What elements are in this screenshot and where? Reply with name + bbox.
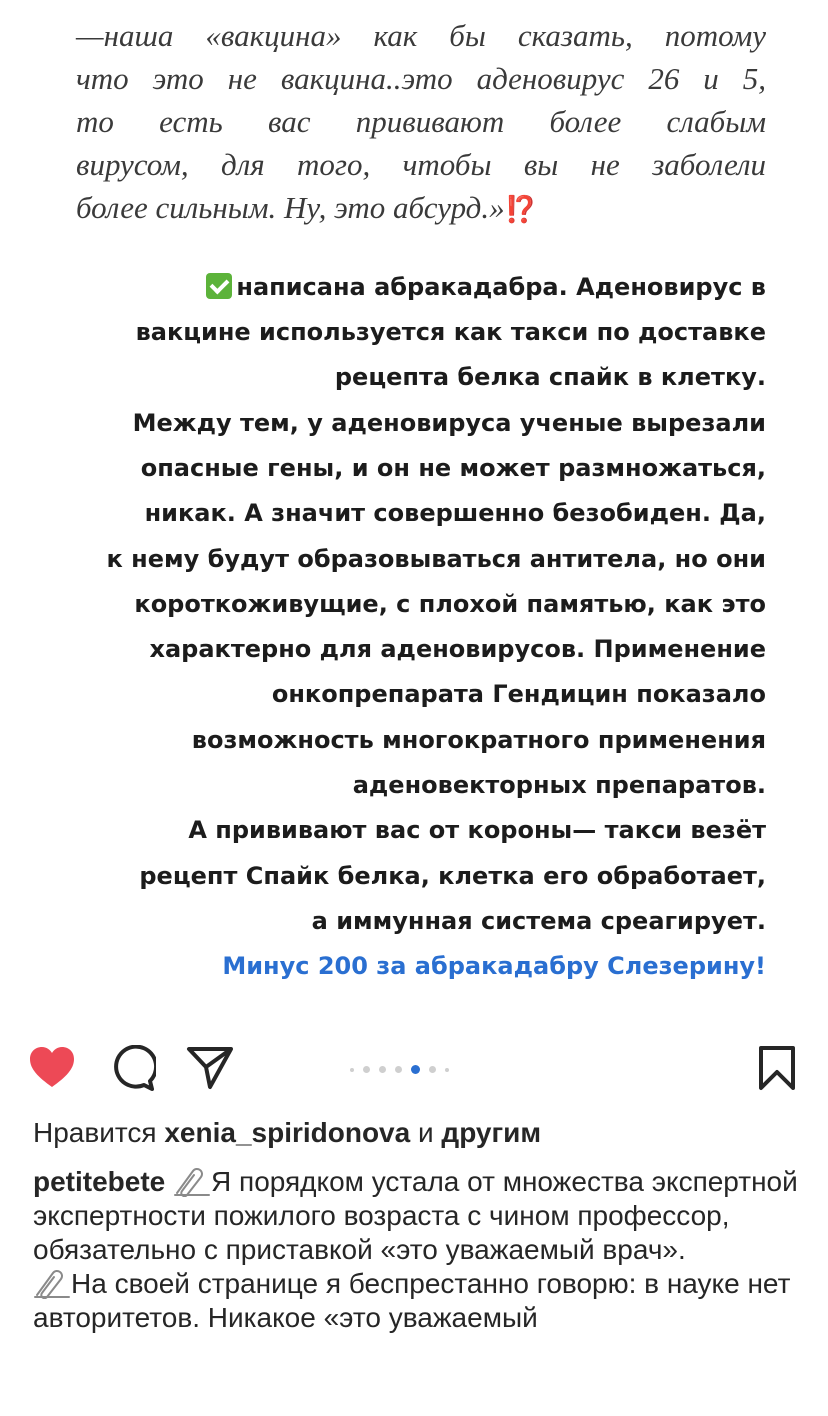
quote-line bbox=[76, 14, 766, 57]
answer-line: онкопрепарата Гендицин показало bbox=[271, 680, 766, 709]
answer-line: вакцине используется как такси по доставке bbox=[135, 318, 766, 346]
save-button[interactable] bbox=[758, 1045, 796, 1096]
comment-icon bbox=[110, 1045, 156, 1091]
check-mark-icon bbox=[206, 273, 232, 299]
answer-line: к нему будут образовываться антитела, но они bbox=[106, 544, 766, 573]
quote-line-text: более сильным. Ну, это абсурд.» bbox=[76, 190, 505, 225]
answer-line bbox=[206, 265, 766, 310]
heart-filled-icon bbox=[28, 1045, 76, 1089]
answer-line-text: написана абракадабра. Аденовирус в bbox=[236, 273, 766, 301]
post-caption bbox=[33, 1165, 803, 1335]
paperclip-icon bbox=[33, 1269, 71, 1299]
answer-line: Между тем, у аденовируса ученые вырезали bbox=[132, 408, 766, 437]
carousel-dot bbox=[379, 1066, 386, 1073]
quote-line bbox=[76, 100, 766, 143]
carousel-indicator bbox=[350, 1065, 449, 1074]
quote-line-text: —наша «вакцина» как бы сказать, потому bbox=[76, 18, 766, 53]
action-bar bbox=[0, 1035, 828, 1105]
likes-prefix: Нравится bbox=[33, 1117, 165, 1148]
answer-line: короткоживущие, с плохой памятью, как это bbox=[134, 589, 766, 618]
quote-line bbox=[76, 143, 766, 186]
caption-text-2: На своей странице я беспрестанно говорю: в науке нет авторитетов. Никакое «это уважаемый bbox=[33, 1268, 791, 1333]
quote-line-text: вирусом, для того, чтобы вы не заболели bbox=[76, 147, 766, 182]
caption-paragraph bbox=[33, 1165, 803, 1267]
likes-summary[interactable] bbox=[33, 1115, 803, 1151]
answer-line: возможность многократного применения bbox=[191, 725, 766, 754]
quote-line bbox=[76, 186, 766, 232]
answer-line: а иммунная система среагирует. bbox=[311, 906, 766, 935]
carousel-dot bbox=[445, 1068, 449, 1072]
answer-highlight: Минус 200 за абракадабру Слезерину! bbox=[222, 952, 766, 981]
share-button[interactable] bbox=[186, 1045, 234, 1096]
liker-username[interactable]: xenia_spiridonova bbox=[164, 1117, 411, 1148]
answer-line: рецепт Спайк белка, клетка его обработает, bbox=[139, 861, 766, 890]
answer-line: аденовекторных препаратов. bbox=[352, 771, 766, 799]
answer-line: опасные гены, и он не может размножаться, bbox=[140, 453, 766, 482]
answer-line: никак. А значит совершенно безобиден. Да, bbox=[144, 499, 766, 528]
caption-area bbox=[33, 1115, 803, 1335]
paperclip-icon bbox=[173, 1167, 211, 1197]
comment-button[interactable] bbox=[110, 1045, 156, 1096]
carousel-dot bbox=[395, 1066, 402, 1073]
answer-line: характерно для аденовирусов. Применение bbox=[149, 635, 766, 664]
carousel-dot bbox=[363, 1066, 370, 1073]
carousel-dot bbox=[350, 1068, 354, 1072]
carousel-dot bbox=[429, 1066, 436, 1073]
quote-line-text: что это не вакцина..это аденовирус 26 и 5, bbox=[76, 61, 766, 96]
author-username[interactable]: petitebete bbox=[33, 1166, 166, 1197]
quote-line-text: то есть вас прививают более слабым bbox=[76, 104, 766, 139]
caption-paragraph bbox=[33, 1267, 803, 1335]
interrobang-emoji: ⁉️ bbox=[504, 195, 537, 225]
bookmark-icon bbox=[758, 1045, 796, 1091]
likes-others-link[interactable]: другим bbox=[441, 1117, 542, 1148]
likes-middle: и bbox=[410, 1117, 442, 1148]
answer-line: рецепта белка спайк в клетку. bbox=[334, 363, 766, 392]
send-icon bbox=[186, 1045, 234, 1091]
quote-line bbox=[76, 57, 766, 100]
answer-line: А прививают вас от короны— такси везёт bbox=[188, 816, 766, 845]
like-button[interactable] bbox=[28, 1045, 76, 1094]
carousel-dot bbox=[411, 1065, 420, 1074]
caption-text-1: Я порядком устала от множества экспертной экспертности пожилого возраста с чином профессор, обязательно с приставкой «это уважаемый врач». bbox=[33, 1166, 798, 1265]
